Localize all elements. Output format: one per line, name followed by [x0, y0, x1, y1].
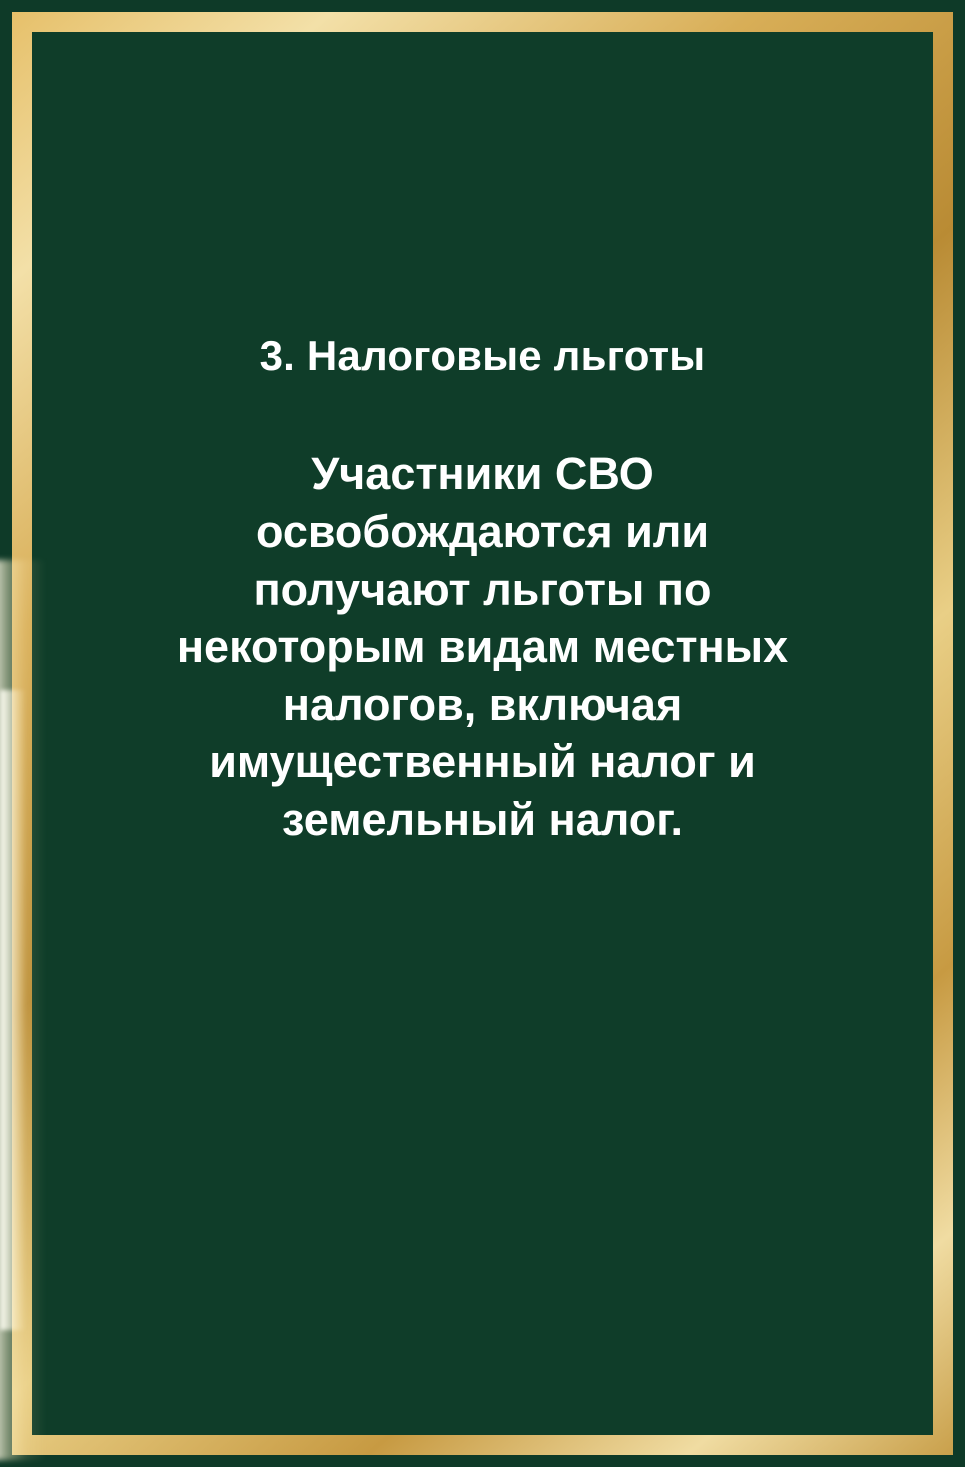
page-title: 3. Налоговые льготы	[259, 332, 706, 379]
content-panel	[71, 71, 894, 1396]
body-paragraph: Участники СВО освобождаются или получают льготы по некоторым видам местных налогов, включая имущественный налог и земельный налог.	[176, 448, 789, 845]
